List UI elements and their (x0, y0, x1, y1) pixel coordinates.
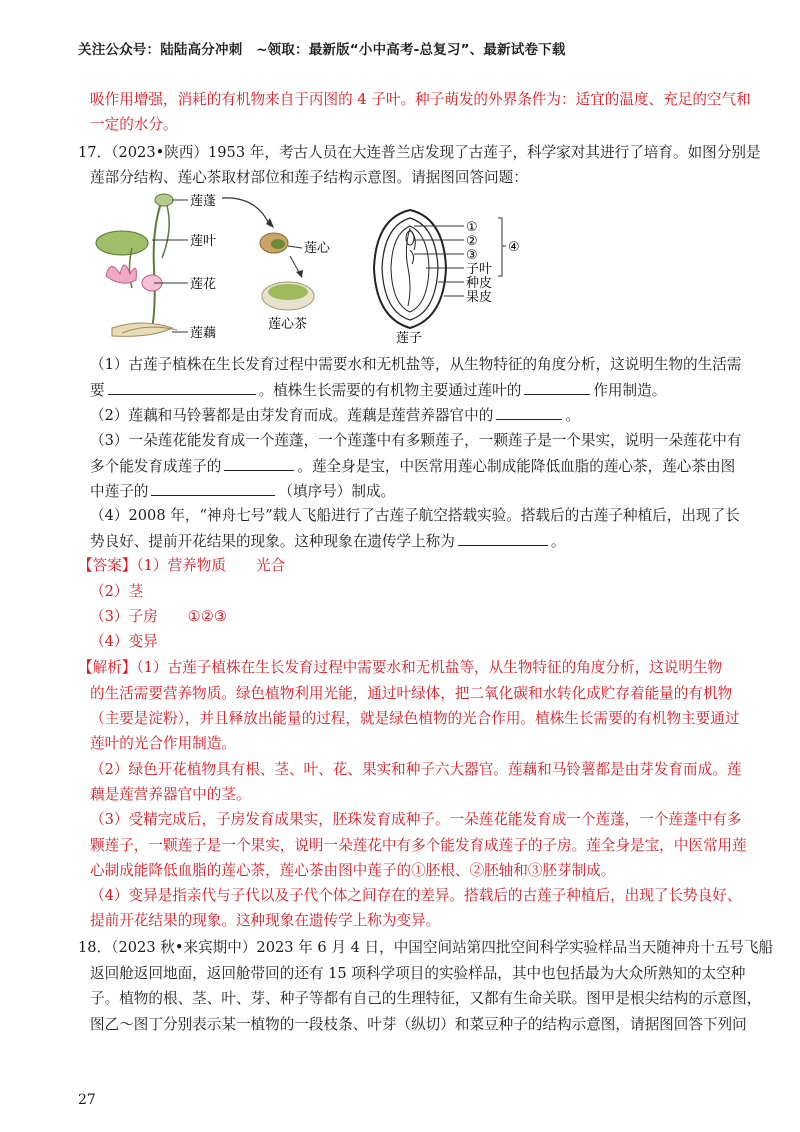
label-guopi: 果皮 (466, 290, 493, 305)
analysis-line-2: 的生活需要营养物质。绿色植物利用光能，通过叶绿体，把二氧化碳和水转化成贮存着能量的有机物 (90, 685, 733, 702)
analysis-line-9: 心制成能降低血脂的莲心茶，莲心茶由图中莲子的①胚根、②胚轴和③胚芽制成。 (90, 862, 616, 879)
label-lianzi: 莲子 (396, 331, 423, 346)
q17-stem-line-1: 17．（2023•陕西）1953 年，考古人员在大连普兰店发现了古莲子，科学家对其进行了培育。如图分别是 (78, 144, 761, 161)
q17-sub2-line: （2）莲藕和马铃薯都是由芽发育而成。莲藕是莲营养器官中的 。 (90, 407, 580, 424)
blank-1a[interactable] (108, 380, 256, 395)
answer-line-2: （2）茎 (90, 583, 144, 600)
q17-sub1-line-2: 要 。植株生长需要的有机物主要通过莲叶的 作用制造。 (90, 382, 667, 399)
q17-sub3-line-1: （3）一朵莲花能发育成一个莲蓬，一个莲蓬中有多颗莲子，一颗莲子是一个果实，说明一朵莲花中有 (90, 432, 742, 449)
analysis-line-10: （4）变异是指亲代与子代以及子代个体之间存在的差异。搭载后的古莲子种植后，出现了长势良好、 (90, 887, 742, 904)
analysis-line-6: 藕是莲营养器官中的茎。 (90, 786, 251, 803)
q17-sub4-line-2: 势良好、提前开花结果的现象。这种现象在遗传学上称为 。 (90, 533, 566, 550)
label-3: ③ (466, 248, 478, 263)
label-lianxincha: 莲心茶 (268, 317, 308, 332)
prev-answer-line-1: 吸作用增强，消耗的有机物来自于丙图的 4 子叶。种子萌发的外界条件为：适宜的温度、充足的空气和 (90, 91, 751, 108)
lotus-seed-section-drawing (374, 210, 446, 328)
bracket-icon (498, 218, 506, 276)
label-lianxin: 莲心 (304, 241, 331, 256)
answer-tag: 【答案】 (78, 557, 137, 574)
analysis-line-5: （2）绿色开花植物具有根、茎、叶、花、果实和种子六大器官。莲藕和马铃薯都是由芽发育而成。莲 (90, 761, 742, 778)
blank-4[interactable] (458, 531, 548, 546)
q17-sub1-line-1: （1）古莲子植株在生长发育过程中需要水和无机盐等，从生物特征的角度分析，这说明生物的生活需 (90, 356, 742, 373)
label-lianye: 莲叶 (190, 234, 217, 249)
page-number: 27 (78, 1092, 96, 1108)
q18-line-3: 子。植物的根、茎、叶、芽、种子等都有自己的生理特征，又都有生命关联。图甲是根尖结构的示意图， (90, 990, 762, 1007)
answer-line-3: （3）子房 ①②③ (90, 608, 227, 625)
analysis-line-8: 颗莲子，一颗莲子是一个果实，说明一朵莲花中有多个能发育成莲子的子房。莲全身是宝，中医常用莲 (90, 837, 747, 854)
blank-1b[interactable] (524, 380, 590, 395)
lotus-figure (92, 188, 532, 348)
label-lianou: 莲藕 (190, 326, 217, 341)
analysis-line-11: 提前开花结果的现象。这种现象在遗传学上称为变异。 (90, 912, 441, 929)
label-zhongpi: 种皮 (466, 276, 493, 291)
lotus-tea-drawing (262, 282, 314, 310)
analysis-line-7: （3）受精完成后，子房发育成果实，胚珠发育成种子。一朵莲花能发育成一个莲蓬，一个莲蓬中有多 (90, 811, 742, 828)
lotus-plant-drawing (96, 194, 177, 336)
q17-stem-line-2: 莲部分结构、莲心茶取材部位和莲子结构示意图。请据图回答问题： (90, 169, 528, 186)
prev-answer-line-2: 一定的水分。 (90, 116, 178, 133)
label-lianpeng: 莲蓬 (190, 194, 217, 209)
q18-line-2: 返回舱返回地面，返回舱带回的还有 15 项科学项目的实验样品，其中也包括最为大众所熟知的太空种 (90, 965, 746, 982)
lotus-heart-drawing (260, 233, 288, 253)
analysis-line-3: （主要是淀粉），并且释放出能量的过程，就是绿色植物的光合作用。植株生长需要的有机物主要通过 (90, 710, 740, 727)
page-header: 关注公众号：陆陆高分冲刺 ~领取：最新版“小中高考-总复习”、最新试卷下载 (78, 42, 566, 58)
label-4: ④ (508, 240, 520, 255)
label-2: ② (466, 234, 478, 249)
q17-sub4-line-1: （4）2008 年，“神舟七号”载人飞船进行了古莲子航空搭载实验。搭载后的古莲子种植后，出现了长 (90, 507, 740, 524)
label-ziye: 子叶 (466, 262, 493, 277)
answer-line-4: （4）变异 (90, 633, 158, 650)
label-1: ① (466, 220, 478, 235)
q18-line-1: 18．（2023 秋•来宾期中）2023 年 6 月 4 日，中国空间站第四批空间科学实验样品当天随神舟十五号飞船 (78, 939, 774, 956)
arrow-to-seed-icon (222, 198, 270, 226)
blank-3b[interactable] (151, 481, 275, 496)
analysis-line-1: 【解析】（1）古莲子植株在生长发育过程中需要水和无机盐等，从生物特征的角度分析，这说明生物 (78, 659, 723, 676)
blank-3a[interactable] (224, 456, 294, 471)
q17-sub3-line-2: 多个能发育成莲子的 。莲全身是宝，中医常用莲心制成能降低血脂的莲心茶，莲心茶由图 (90, 458, 736, 475)
answer-line-1: 【答案】（1）营养物质 光合 (78, 557, 286, 574)
analysis-line-4: 莲叶的光合作用制造。 (90, 735, 236, 752)
blank-2[interactable] (496, 405, 562, 420)
q18-line-4: 图乙～图丁分别表示某一植物的一段枝条、叶芽（纵切）和菜豆种子的结构示意图，请据图回答下列问 (90, 1016, 747, 1033)
analysis-tag: 【解析】 (78, 659, 137, 676)
label-lianhua: 莲花 (190, 277, 217, 292)
q17-sub3-line-3: 中莲子的 （填序号）制成。 (90, 483, 396, 500)
